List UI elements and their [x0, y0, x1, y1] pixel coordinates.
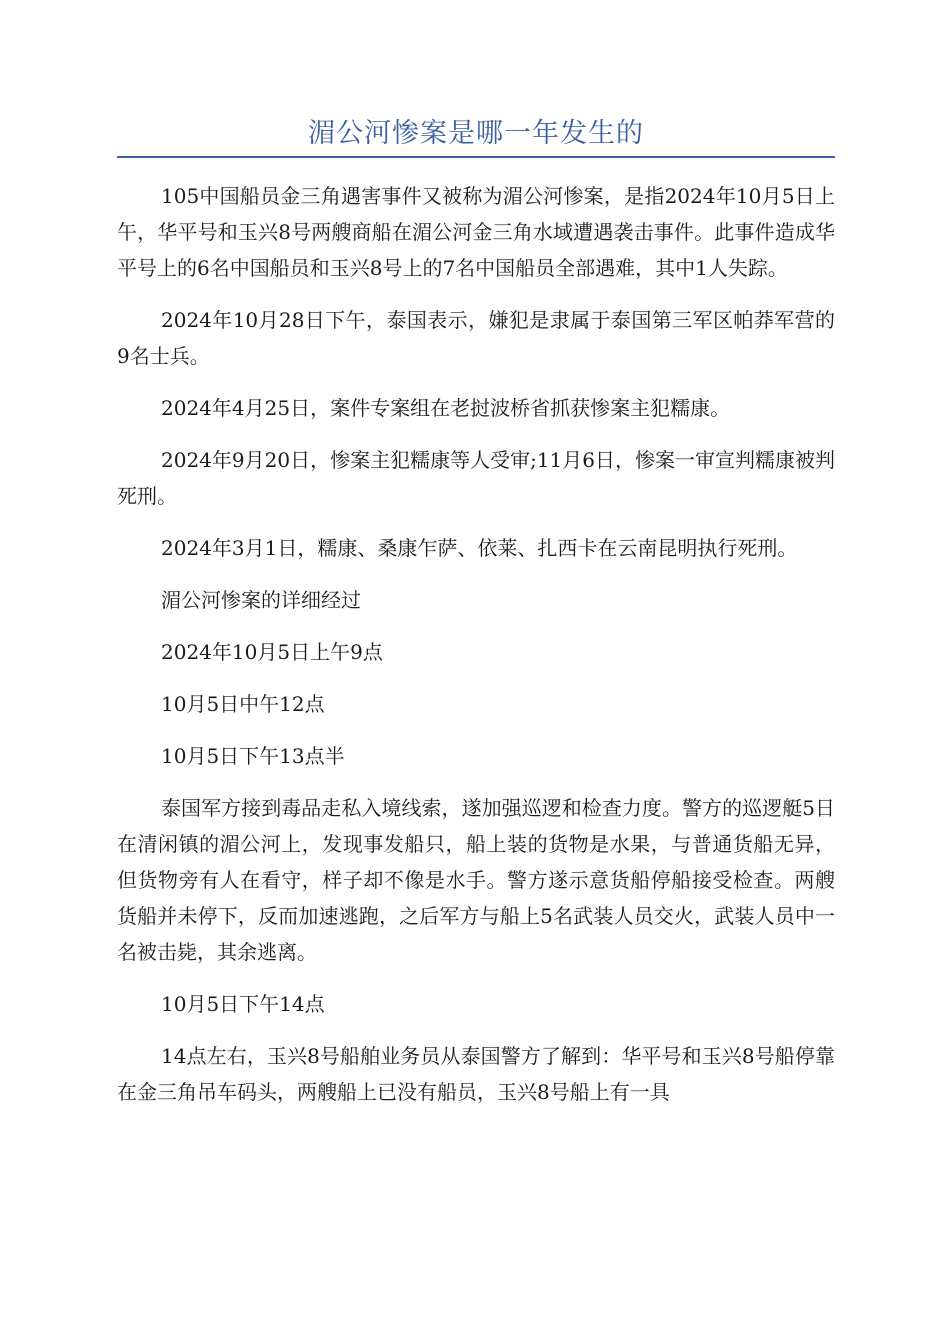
- timeline-entry: 10月5日下午13点半: [161, 744, 345, 768]
- section-heading: 湄公河惨案的详细经过: [161, 588, 361, 612]
- timeline-entry: 2024年10月5日上午9点: [161, 640, 383, 664]
- timeline-entry: 10月5日下午14点: [161, 992, 325, 1016]
- paragraph: 2024年10月28日下午，泰国表示，嫌犯是隶属于泰国第三军区帕莽军营的9名士兵。: [117, 308, 835, 368]
- title-underline: [117, 156, 835, 158]
- paragraph: 105中国船员金三角遇害事件又被称为湄公河惨案，是指2024年10月5日上午，华平号和玉兴8号两艘商船在湄公河金三角水域遭遇袭击事件。此事件造成华平号上的6名中国船员和玉兴8号上的7名中国船员全部遇难，其中1人失踪。: [117, 184, 835, 280]
- timeline-entry: 10月5日中午12点: [161, 692, 325, 716]
- paragraph: 泰国军方接到毒品走私入境线索，遂加强巡逻和检查力度。警方的巡逻艇5日在清闲镇的湄公河上，发现事发船只，船上装的货物是水果，与普通货船无异，但货物旁有人在看守，样子却不像是水手。警方遂示意货船停船接受检查。两艘货船并未停下，反而加速逃跑，之后军方与船上5名武装人员交火，武装人员中一名被击毙，其余逃离。: [117, 796, 835, 964]
- paragraph: 2024年9月20日，惨案主犯糯康等人受审;11月6日，惨案一审宣判糯康被判死刑。: [117, 448, 835, 508]
- document-page: [117, 0, 835, 1126]
- paragraph: 2024年4月25日，案件专案组在老挝波桥省抓获惨案主犯糯康。: [161, 396, 731, 420]
- paragraph: 2024年3月1日，糯康、桑康乍萨、依莱、扎西卡在云南昆明执行死刑。: [161, 536, 798, 560]
- document-body: [117, 178, 835, 1110]
- document-title: 湄公河惨案是哪一年发生的: [308, 118, 644, 149]
- paragraph: 14点左右，玉兴8号船舶业务员从泰国警方了解到：华平号和玉兴8号船停靠在金三角吊车码头，两艘船上已没有船员，玉兴8号船上有一具: [117, 1044, 835, 1104]
